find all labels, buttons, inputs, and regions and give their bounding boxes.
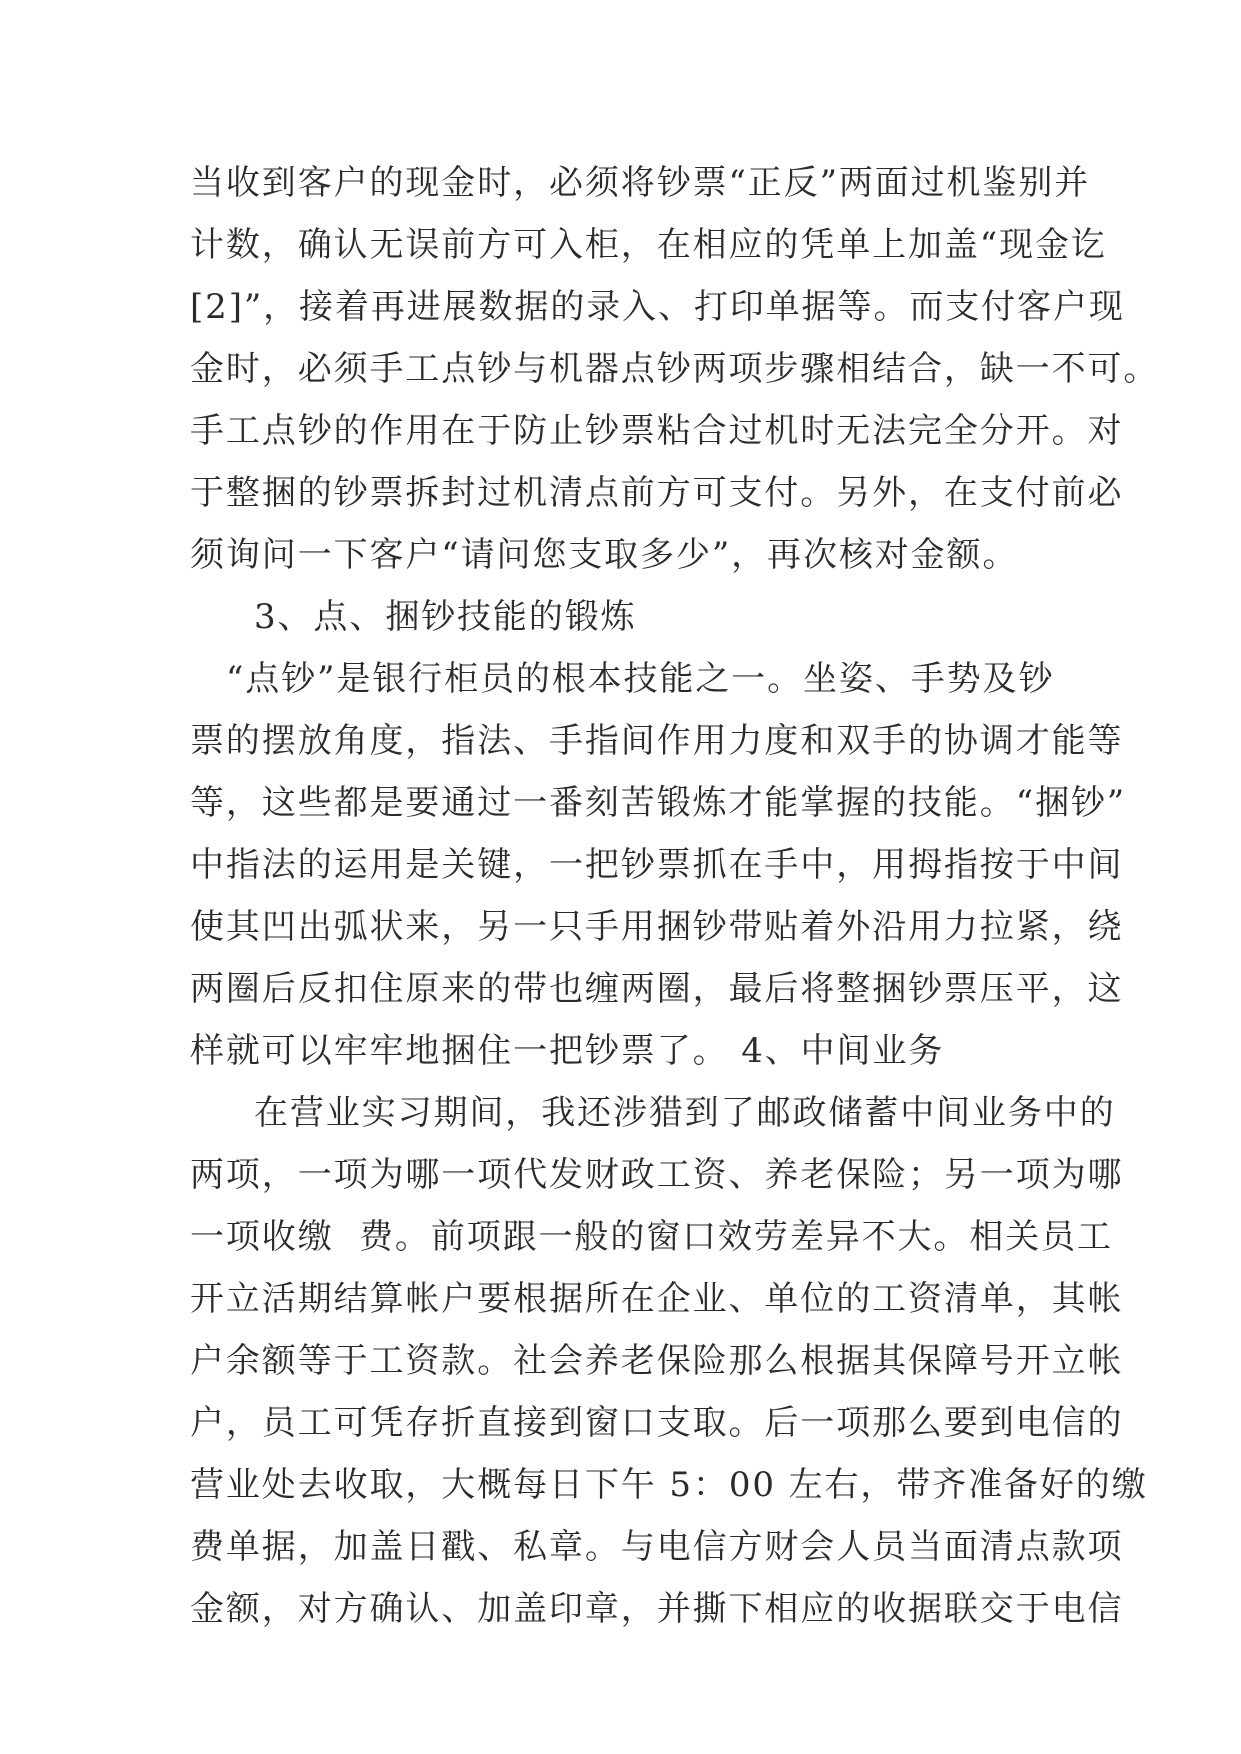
text-line: 两圈后反扣住原来的带也缠两圈，最后将整捆钞票压平，这	[190, 969, 1124, 1009]
text-line: 须询问一下客户“请问您支取多少”，再次核对金额。	[190, 535, 1019, 575]
text-line: 开立活期结算帐户要根据所在企业、单位的工资清单，其帐	[190, 1279, 1124, 1319]
text-line: 一项收缴 费。前项跟一般的窗口效劳差异不大。相关员工	[190, 1217, 1113, 1257]
text-line: 两项，一项为哪一项代发财政工资、养老保险；另一项为哪	[190, 1155, 1124, 1195]
body-text	[190, 152, 1160, 1640]
text-line: 在营业实习期间，我还涉猎到了邮政储蓄中间业务中的	[254, 1093, 1116, 1133]
text-line: 计数，确认无误前方可入柜，在相应的凭单上加盖“现金讫	[190, 225, 1107, 265]
text-line: 费单据，加盖日戳、私章。与电信方财会人员当面清点款项	[190, 1527, 1124, 1567]
text-line: 等，这些都是要通过一番刻苦锻炼才能掌握的技能。“捆钞”	[190, 783, 1127, 823]
text-line: 户余额等于工资款。社会养老保险那么根据其保障号开立帐	[190, 1341, 1124, 1381]
text-line: 中指法的运用是关键，一把钞票抓在手中，用拇指按于中间	[190, 845, 1124, 885]
text-line: 样就可以牢牢地捆住一把钞票了。 4、中间业务	[190, 1031, 945, 1071]
text-line: 户，员工可凭存折直接到窗口支取。后一项那么要到电信的	[190, 1403, 1124, 1443]
text-line: 手工点钞的作用在于防止钞票粘合过机时无法完全分开。对	[190, 411, 1124, 451]
text-line: 使其凹出弧状来，另一只手用捆钞带贴着外沿用力拉紧，绕	[190, 907, 1124, 947]
text-line: “点钞”是银行柜员的根本技能之一。坐姿、手势及钞	[226, 659, 1055, 699]
text-line: 票的摆放角度，指法、手指间作用力度和双手的协调才能等	[190, 721, 1124, 761]
text-line: 金时，必须手工点钞与机器点钞两项步骤相结合，缺一不可。	[190, 349, 1160, 389]
text-line: 当收到客户的现金时，必须将钞票“正反”两面过机鉴别并	[190, 163, 1091, 203]
text-line: [2]”，接着再进展数据的录入、打印单据等。而支付客户现	[190, 287, 1125, 327]
text-line: 金额，对方确认、加盖印章，并撕下相应的收据联交于电信	[190, 1589, 1124, 1629]
text-line: 营业处去收取，大概每日下午 5：00 左右，带齐准备好的缴	[190, 1465, 1148, 1505]
text-line: 于整捆的钞票拆封过机清点前方可支付。另外，在支付前必	[190, 473, 1124, 513]
section-heading: 3、点、捆钞技能的锻炼	[254, 597, 637, 637]
